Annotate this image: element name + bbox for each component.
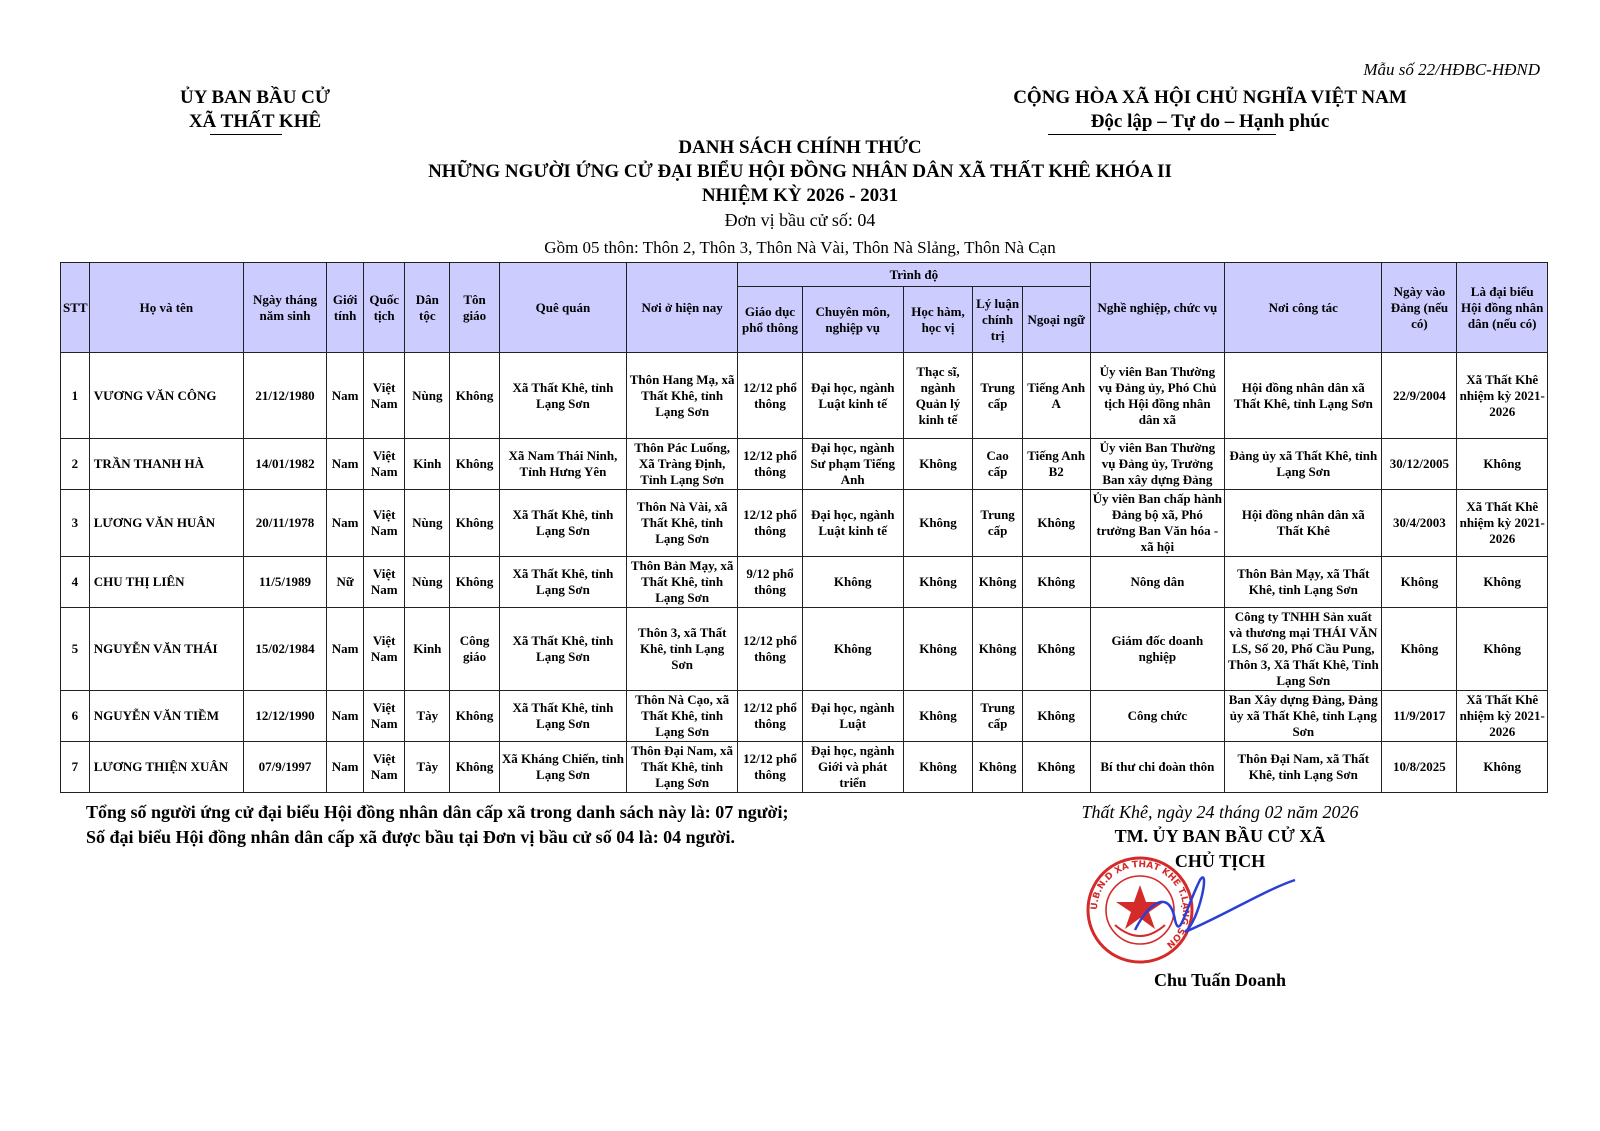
cell-ethnicity: Tày	[405, 691, 450, 742]
cell-professional: Đại học, ngành Luật kinh tế	[802, 353, 903, 439]
cell-name: LƯƠNG THIỆN XUÂN	[89, 742, 243, 793]
cell-residence: Thôn 3, xã Thất Khê, tỉnh Lạng Sơn	[627, 608, 738, 691]
cell-religion: Không	[450, 742, 499, 793]
cell-dob: 20/11/1978	[243, 490, 326, 557]
signing-org: TM. ỦY BAN BẦU CỬ XÃ	[1114, 826, 1326, 846]
cell-party-date: Không	[1382, 557, 1457, 608]
cell-residence: Thôn Nà Vài, xã Thất Khê, tỉnh Lạng Sơn	[627, 490, 738, 557]
cell-workplace: Thôn Bản Mạy, xã Thất Khê, tỉnh Lạng Sơn	[1225, 557, 1382, 608]
summary-total: Tổng số người ứng cử đại biểu Hội đồng nhân dân cấp xã trong danh sách này là: 07 người;	[86, 802, 789, 822]
cell-party-date: 11/9/2017	[1382, 691, 1457, 742]
cell-stt: 1	[61, 353, 90, 439]
header-nationality: Quốc tịch	[364, 263, 405, 353]
cell-gender: Nữ	[327, 557, 364, 608]
cell-political: Cao cấp	[973, 439, 1022, 490]
cell-hometown: Xã Kháng Chiến, tỉnh Lạng Sơn	[499, 742, 626, 793]
cell-occupation: Nông dân	[1090, 557, 1225, 608]
cell-residence: Thôn Pác Luống, Xã Tràng Định, Tỉnh Lạng Sơn	[627, 439, 738, 490]
cell-party-date: 30/12/2005	[1382, 439, 1457, 490]
cell-dob: 12/12/1990	[243, 691, 326, 742]
header-degree: Học hàm, học vị	[903, 287, 973, 353]
cell-religion: Không	[450, 439, 499, 490]
cell-professional: Không	[802, 608, 903, 691]
cell-stt: 6	[61, 691, 90, 742]
header-religion: Tôn giáo	[450, 263, 499, 353]
cell-party-date: Không	[1382, 608, 1457, 691]
cell-is-delegate: Xã Thất Khê nhiệm kỳ 2021-2026	[1457, 691, 1548, 742]
cell-occupation: Giám đốc doanh nghiệp	[1090, 608, 1225, 691]
signer-name: Chu Tuấn Doanh	[1153, 970, 1287, 990]
cell-dob: 11/5/1989	[243, 557, 326, 608]
cell-political: Trung cấp	[973, 353, 1022, 439]
cell-ethnicity: Tày	[405, 742, 450, 793]
cell-language: Không	[1022, 608, 1090, 691]
cell-degree: Thạc sĩ, ngành Quản lý kinh tế	[903, 353, 973, 439]
table-row	[61, 353, 1548, 439]
title-line-1: DANH SÁCH CHÍNH THỨC	[678, 137, 922, 158]
cell-religion: Không	[450, 691, 499, 742]
issuer-line-1: ỦY BAN BẦU CỬ	[179, 87, 331, 108]
seal-text: U.B.N.D XÃ THẤT KHÊ T.LẠNG SƠN	[1089, 859, 1191, 950]
header-political: Lý luận chính trị	[973, 287, 1022, 353]
header-party-date: Ngày vào Đảng (nếu có)	[1382, 263, 1457, 353]
cell-gender: Nam	[327, 742, 364, 793]
cell-is-delegate: Không	[1457, 608, 1548, 691]
header-ethnicity: Dân tộc	[405, 263, 450, 353]
cell-is-delegate: Xã Thất Khê nhiệm kỳ 2021-2026	[1457, 353, 1548, 439]
header-occupation: Nghề nghiệp, chức vụ	[1090, 263, 1225, 353]
cell-stt: 4	[61, 557, 90, 608]
cell-workplace: Công ty TNHH Sản xuất và thương mại THÁI VĂN LS, Số 20, Phố Cầu Pung, Thôn 3, Xã Thất Khê, Tỉnh Lạng Sơn	[1225, 608, 1382, 691]
candidate-table	[60, 262, 1548, 793]
cell-nationality: Việt Nam	[364, 557, 405, 608]
cell-religion: Không	[450, 490, 499, 557]
table-row	[61, 742, 1548, 793]
cell-residence: Thôn Nà Cạo, xã Thất Khê, tỉnh Lạng Sơn	[627, 691, 738, 742]
cell-language: Tiếng Anh A	[1022, 353, 1090, 439]
cell-religion: Không	[450, 557, 499, 608]
cell-political: Trung cấp	[973, 691, 1022, 742]
cell-occupation: Công chức	[1090, 691, 1225, 742]
issuer-header	[150, 86, 360, 134]
cell-ethnicity: Nùng	[405, 557, 450, 608]
cell-is-delegate: Xã Thất Khê nhiệm kỳ 2021-2026	[1457, 490, 1548, 557]
cell-religion: Công giáo	[450, 608, 499, 691]
cell-occupation: Ủy viên Ban Thường vụ Đảng ủy, Trưởng Ban xây dựng Đảng	[1090, 439, 1225, 490]
cell-stt: 5	[61, 608, 90, 691]
title-line-2: NHỮNG NGƯỜI ỨNG CỬ ĐẠI BIỂU HỘI ĐỒNG NHÂN DÂN XÃ THẤT KHÊ KHÓA II	[428, 161, 1172, 182]
header-level-group: Trình độ	[738, 263, 1090, 287]
cell-dob: 14/01/1982	[243, 439, 326, 490]
cell-general-edu: 12/12 phổ thông	[738, 691, 803, 742]
cell-party-date: 30/4/2003	[1382, 490, 1457, 557]
cell-occupation: Bí thư chi đoàn thôn	[1090, 742, 1225, 793]
cell-workplace: Hội đồng nhân dân xã Thất Khê	[1225, 490, 1382, 557]
cell-ethnicity: Kinh	[405, 608, 450, 691]
summary	[86, 800, 986, 850]
cell-nationality: Việt Nam	[364, 691, 405, 742]
cell-is-delegate: Không	[1457, 557, 1548, 608]
title-line-3: NHIỆM KỲ 2026 - 2031	[701, 185, 899, 206]
cell-name: VƯƠNG VĂN CÔNG	[89, 353, 243, 439]
cell-ethnicity: Nùng	[405, 353, 450, 439]
nation-line-1: CỘNG HÒA XÃ HỘI CHỦ NGHĨA VIỆT NAM	[1013, 87, 1407, 108]
cell-professional: Đại học, ngành Luật	[802, 691, 903, 742]
cell-general-edu: 12/12 phổ thông	[738, 608, 803, 691]
cell-stt: 3	[61, 490, 90, 557]
table-row	[61, 608, 1548, 691]
cell-workplace: Đảng ủy xã Thất Khê, tỉnh Lạng Sơn	[1225, 439, 1382, 490]
cell-nationality: Việt Nam	[364, 608, 405, 691]
cell-party-date: 22/9/2004	[1382, 353, 1457, 439]
cell-language: Không	[1022, 490, 1090, 557]
nation-line-2: Độc lập – Tự do – Hạnh phúc	[1090, 111, 1330, 132]
cell-professional: Không	[802, 557, 903, 608]
header-is-delegate: Là đại biểu Hội đồng nhân dân (nếu có)	[1457, 263, 1548, 353]
table-row	[61, 691, 1548, 742]
cell-professional: Đại học, ngành Giới và phát triển	[802, 742, 903, 793]
document-title	[300, 136, 1300, 208]
issuer-underline	[210, 134, 282, 135]
cell-political: Trung cấp	[973, 490, 1022, 557]
header-residence: Nơi ở hiện nay	[627, 263, 738, 353]
village-list: Gồm 05 thôn: Thôn 2, Thôn 3, Thôn Nà Vài, Thôn Nà Slảng, Thôn Nà Cạn	[544, 238, 1056, 257]
nation-header	[1000, 86, 1420, 134]
cell-gender: Nam	[327, 691, 364, 742]
cell-gender: Nam	[327, 439, 364, 490]
cell-is-delegate: Không	[1457, 742, 1548, 793]
cell-nationality: Việt Nam	[364, 439, 405, 490]
cell-name: NGUYỄN VĂN TIỀM	[89, 691, 243, 742]
table-row	[61, 490, 1548, 557]
cell-political: Không	[973, 742, 1022, 793]
cell-dob: 21/12/1980	[243, 353, 326, 439]
cell-degree: Không	[903, 439, 973, 490]
summary-elected: Số đại biểu Hội đồng nhân dân cấp xã được bầu tại Đơn vị bầu cử số 04 là: 04 người.	[86, 827, 735, 847]
cell-hometown: Xã Thất Khê, tỉnh Lạng Sơn	[499, 490, 626, 557]
cell-name: CHU THỊ LIÊN	[89, 557, 243, 608]
cell-gender: Nam	[327, 353, 364, 439]
cell-stt: 2	[61, 439, 90, 490]
nation-underline	[1048, 134, 1276, 135]
signing-position: CHỦ TỊCH	[1174, 851, 1266, 871]
cell-professional: Đại học, ngành Sư phạm Tiếng Anh	[802, 439, 903, 490]
cell-language: Tiếng Anh B2	[1022, 439, 1090, 490]
sign-date: Thất Khê, ngày 24 tháng 02 năm 2026	[1081, 802, 1359, 822]
cell-workplace: Ban Xây dựng Đảng, Đảng ủy xã Thất Khê, tỉnh Lạng Sơn	[1225, 691, 1382, 742]
cell-workplace: Thôn Đại Nam, xã Thất Khê, tỉnh Lạng Sơn	[1225, 742, 1382, 793]
header-hometown: Quê quán	[499, 263, 626, 353]
header-name: Họ và tên	[89, 263, 243, 353]
table-row	[61, 439, 1548, 490]
cell-gender: Nam	[327, 490, 364, 557]
cell-general-edu: 9/12 phổ thông	[738, 557, 803, 608]
cell-name: NGUYỄN VĂN THÁI	[89, 608, 243, 691]
cell-occupation: Ủy viên Ban chấp hành Đảng bộ xã, Phó trưởng Ban Văn hóa - xã hội	[1090, 490, 1225, 557]
cell-hometown: Xã Thất Khê, tỉnh Lạng Sơn	[499, 608, 626, 691]
cell-residence: Thôn Hang Mạ, xã Thất Khê, tỉnh Lạng Sơn	[627, 353, 738, 439]
cell-workplace: Hội đồng nhân dân xã Thất Khê, tỉnh Lạng Sơn	[1225, 353, 1382, 439]
header-general-edu: Giáo dục phổ thông	[738, 287, 803, 353]
cell-political: Không	[973, 608, 1022, 691]
cell-is-delegate: Không	[1457, 439, 1548, 490]
cell-hometown: Xã Thất Khê, tỉnh Lạng Sơn	[499, 691, 626, 742]
cell-religion: Không	[450, 353, 499, 439]
table-row	[61, 557, 1548, 608]
cell-degree: Không	[903, 490, 973, 557]
cell-degree: Không	[903, 608, 973, 691]
electoral-unit: Đơn vị bầu cử số: 04	[724, 210, 876, 230]
cell-professional: Đại học, ngành Luật kinh tế	[802, 490, 903, 557]
cell-language: Không	[1022, 742, 1090, 793]
cell-general-edu: 12/12 phổ thông	[738, 439, 803, 490]
cell-hometown: Xã Thất Khê, tỉnh Lạng Sơn	[499, 353, 626, 439]
cell-language: Không	[1022, 557, 1090, 608]
cell-nationality: Việt Nam	[364, 353, 405, 439]
cell-name: LƯƠNG VĂN HUÂN	[89, 490, 243, 557]
cell-dob: 07/9/1997	[243, 742, 326, 793]
cell-ethnicity: Nùng	[405, 490, 450, 557]
cell-general-edu: 12/12 phổ thông	[738, 742, 803, 793]
cell-ethnicity: Kinh	[405, 439, 450, 490]
cell-political: Không	[973, 557, 1022, 608]
header-language: Ngoại ngữ	[1022, 287, 1090, 353]
header-gender: Giới tính	[327, 263, 364, 353]
cell-dob: 15/02/1984	[243, 608, 326, 691]
cell-residence: Thôn Bản Mạy, xã Thất Khê, tỉnh Lạng Sơn	[627, 557, 738, 608]
cell-residence: Thôn Đại Nam, xã Thất Khê, tỉnh Lạng Sơn	[627, 742, 738, 793]
signature-stroke	[1115, 860, 1300, 950]
cell-language: Không	[1022, 691, 1090, 742]
cell-general-edu: 12/12 phổ thông	[738, 353, 803, 439]
cell-party-date: 10/8/2025	[1382, 742, 1457, 793]
cell-stt: 7	[61, 742, 90, 793]
cell-degree: Không	[903, 691, 973, 742]
cell-degree: Không	[903, 742, 973, 793]
issuer-line-2: XÃ THẤT KHÊ	[188, 111, 322, 132]
cell-hometown: Xã Thất Khê, tỉnh Lạng Sơn	[499, 557, 626, 608]
form-number: Mẫu số 22/HĐBC-HĐND	[1363, 60, 1540, 79]
cell-degree: Không	[903, 557, 973, 608]
header-professional: Chuyên môn, nghiệp vụ	[802, 287, 903, 353]
header-workplace: Nơi công tác	[1225, 263, 1382, 353]
cell-nationality: Việt Nam	[364, 742, 405, 793]
cell-name: TRẦN THANH HÀ	[89, 439, 243, 490]
header-stt: STT	[61, 263, 90, 353]
cell-nationality: Việt Nam	[364, 490, 405, 557]
cell-occupation: Ủy viên Ban Thường vụ Đảng ủy, Phó Chủ tịch Hội đồng nhân dân xã	[1090, 353, 1225, 439]
cell-hometown: Xã Nam Thái Ninh, Tỉnh Hưng Yên	[499, 439, 626, 490]
cell-general-edu: 12/12 phổ thông	[738, 490, 803, 557]
cell-gender: Nam	[327, 608, 364, 691]
header-dob: Ngày tháng năm sinh	[243, 263, 326, 353]
